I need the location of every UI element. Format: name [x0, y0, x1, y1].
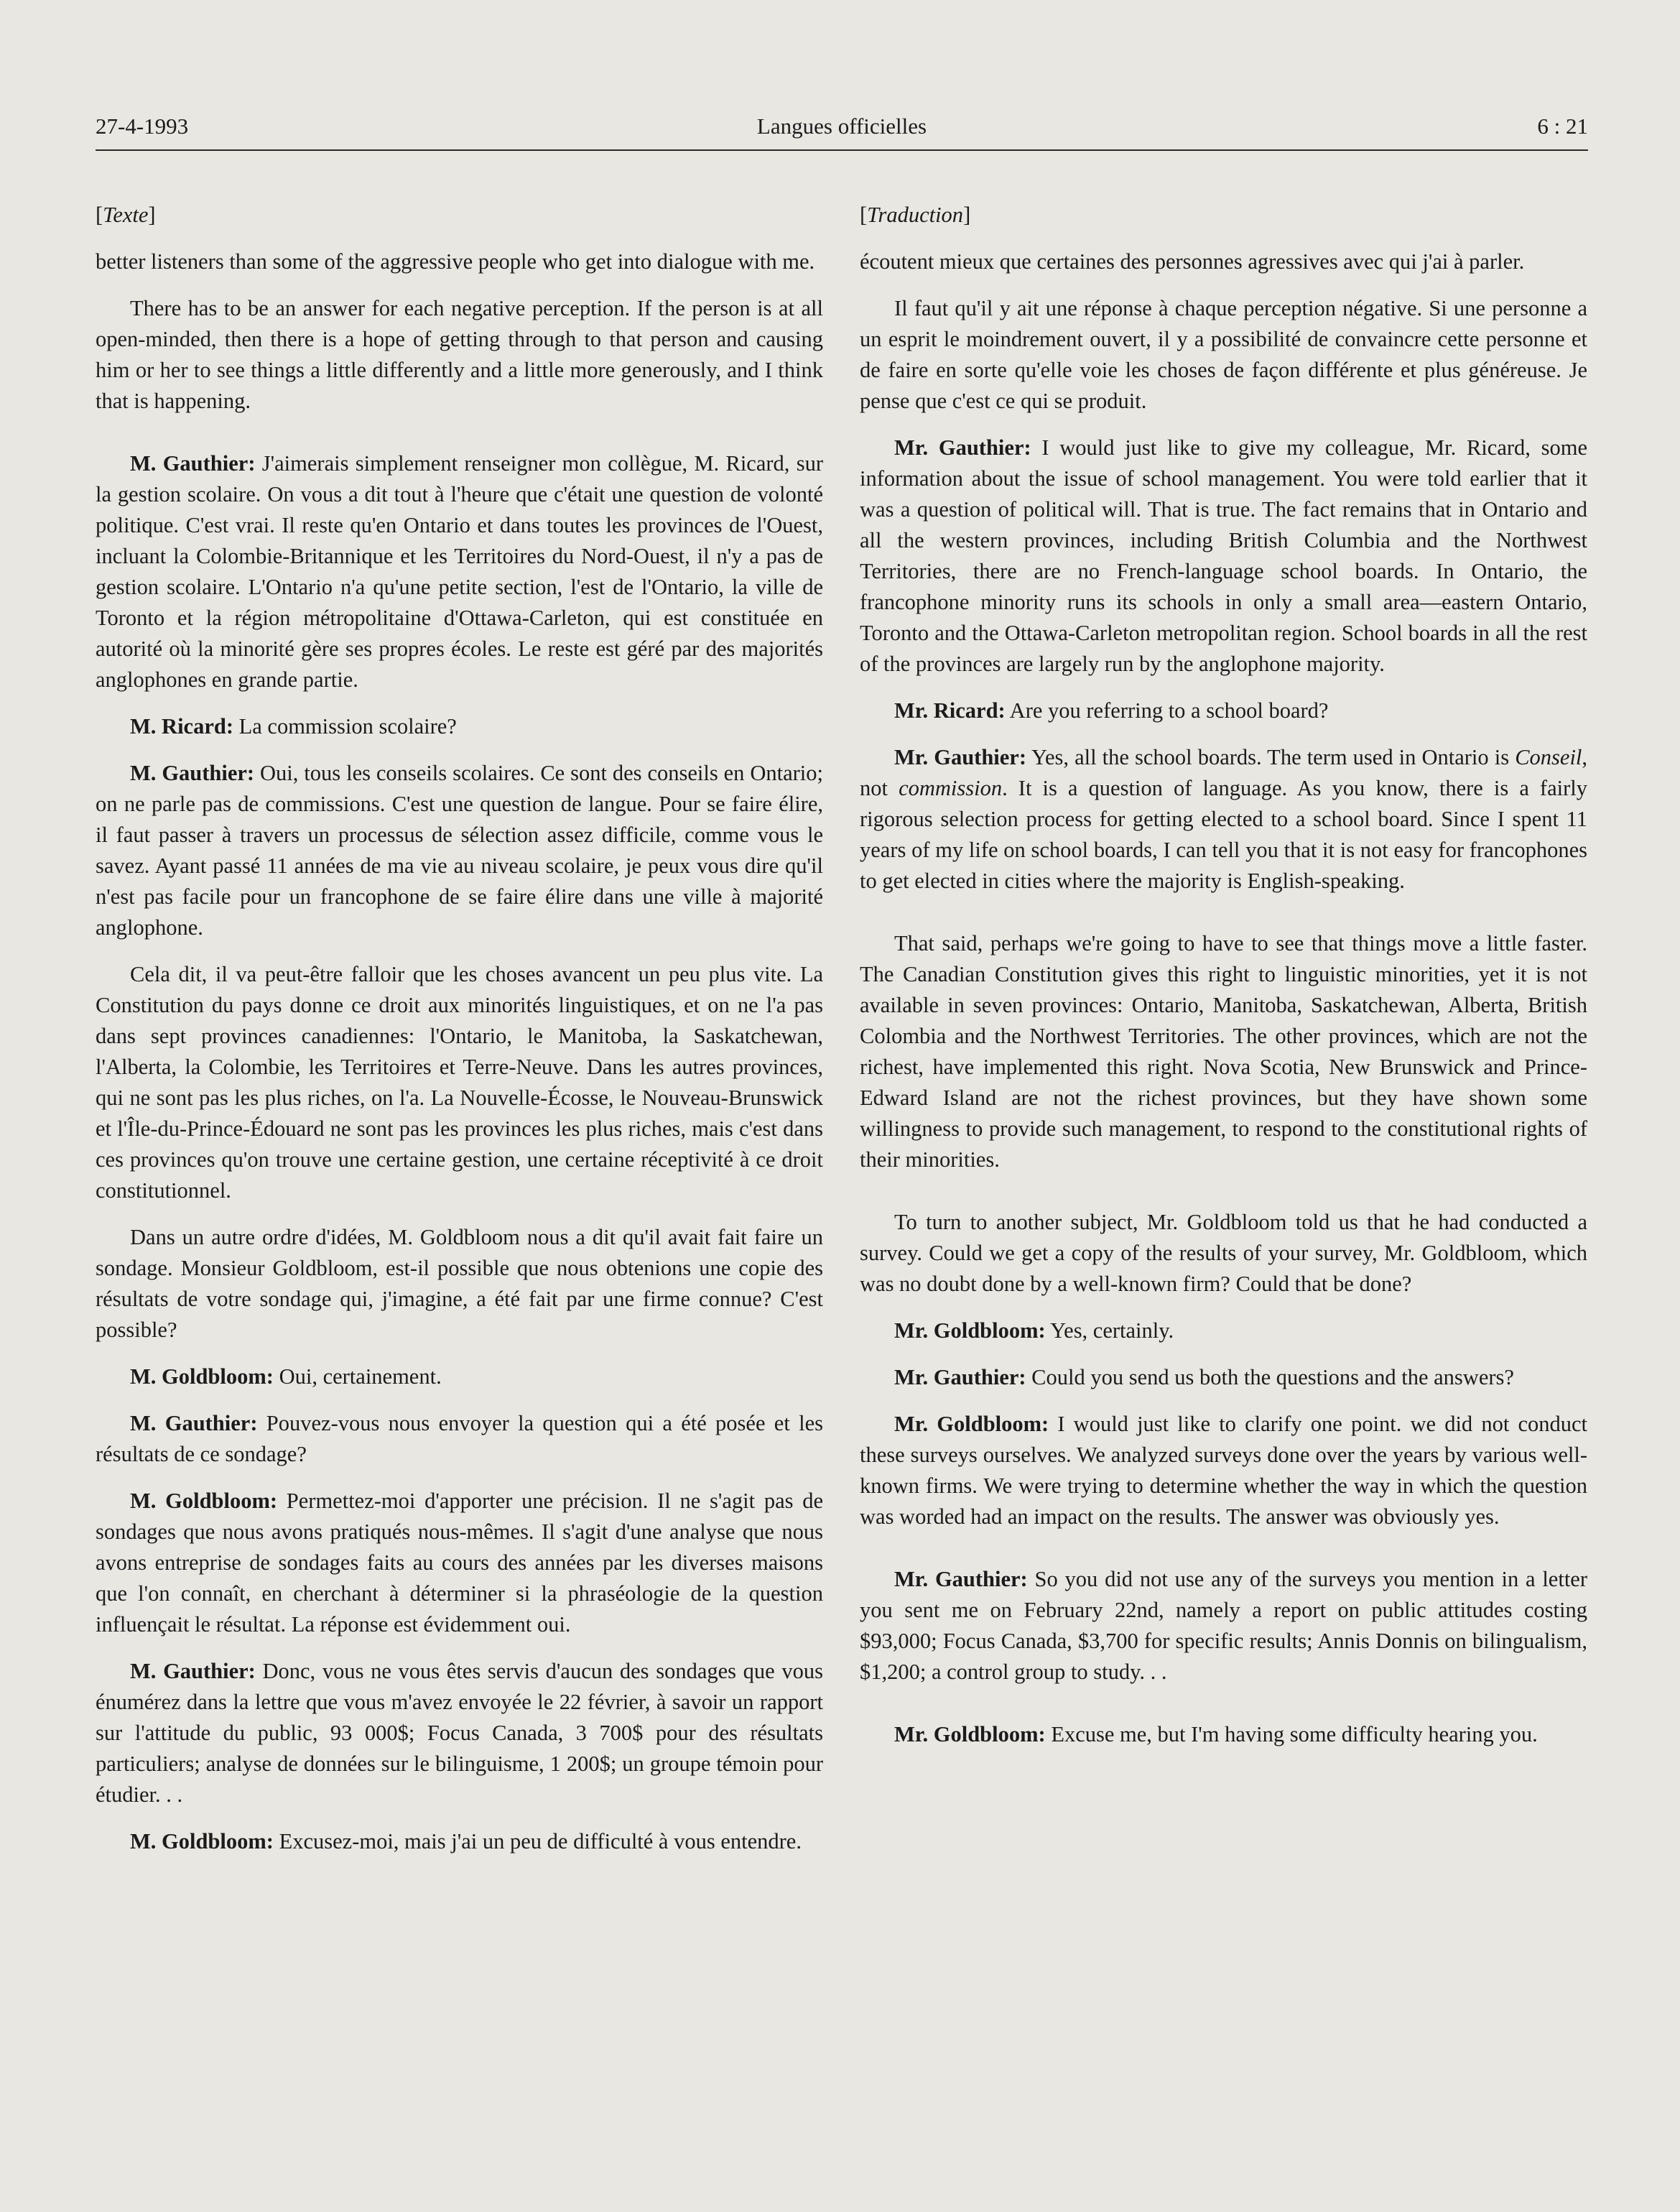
header-date: 27-4-1993 [96, 114, 189, 139]
speaker-name: Mr. Gauthier: [894, 1567, 1028, 1591]
column-english-original [96, 200, 823, 1873]
speech: Mr. Gauthier: I would just like to give my colleague, Mr. Ricard, some information about the issue of school management. You were told earlier that it was a question of political will. That is true. The fact remains that in Ontario and all the western provinces, including British Columbia and the Northwest Territories, there are no French-language school boards. In Ontario, the francophone minority runs its schools in only a small area—eastern Ontario, Toronto and the Ottawa-Carleton metropolitan region. School boards in all the rest of the provinces are largely run by the anglophone majority. [860, 435, 1587, 676]
column-translation [860, 200, 1587, 1766]
paragraph: Dans un autre ordre d'idées, M. Goldbloom nous a dit qu'il avait fait faire un sondage. Monsieur Goldbloom, est-il possible que nous obtenions une copie des résultats de votre sondage qui, j'imagine, a été fait par une firme connue? C'est possible? [96, 1225, 823, 1342]
header-page-number: 6 : 21 [1537, 114, 1588, 139]
header-title: Langues officielles [756, 114, 927, 139]
speech: M. Gauthier: Pouvez-vous nous envoyer la question qui a été posée et les résultats de ce sondage? [96, 1411, 823, 1466]
speaker-name: M. Ricard: [130, 714, 233, 739]
language-tag-traduction: [Traduction] [860, 203, 971, 227]
speech: M. Ricard: La commission scolaire? [130, 714, 457, 739]
speech: Mr. Gauthier: Yes, all the school boards. The term used in Ontario is Conseil, not commission. It is a question of language. As you know, there is a fairly rigorous selection process for getting elected to a school board. Since I spent 11 years of my life on school boards, I can tell you that it is not easy for francophones to get elected in cities where the majority is English-speaking. [860, 745, 1588, 893]
speech: M. Gauthier: Oui, tous les conseils scolaires. Ce sont des conseils en Ontario; on ne parle pas de commissions. C'est une question de langue. Pour se faire élire, il faut passer à travers un processus de sélection assez difficile, comme vous le savez. Ayant passé 11 années de ma vie au niveau scolaire, je peux vous dire qu'il n'est pas facile pour un francophone de se faire élire dans une ville à majorité anglophone. [96, 761, 823, 940]
speaker-name: Mr. Gauthier: [894, 745, 1027, 769]
paragraph: To turn to another subject, Mr. Goldbloom told us that he had conducted a survey. Could we get a copy of the results of your survey, Mr. Goldbloom, which was no doubt done by a well-known firm? Could that be done? [860, 1210, 1587, 1296]
speaker-name: Mr. Goldbloom: [894, 1318, 1046, 1343]
speech: M. Gauthier: J'aimerais simplement renseigner mon collègue, M. Ricard, sur la gestion scolaire. On vous a dit tout à l'heure que c'était une question de volonté politique. C'est vrai. Il reste qu'en Ontario et dans toutes les provinces de l'Ouest, incluant la Colombie-Britannique et les Territoires du Nord-Ouest, il n'y a pas de gestion scolaire. L'Ontario n'a qu'une petite section, l'est de l'Ontario, la ville de Toronto et la région métropolitaine d'Ottawa-Carleton, qui est constituée en autorité où la minorité gère ses propres écoles. Le reste est géré par des majorités anglophones en grande partie. [96, 451, 823, 692]
paragraph: écoutent mieux que certaines des personnes agressives avec qui j'ai à parler. [860, 249, 1525, 274]
speaker-name: M. Gauthier: [130, 1659, 256, 1683]
speaker-name: Mr. Ricard: [894, 698, 1006, 723]
paragraph: That said, perhaps we're going to have to see that things move a little faster. The Canadian Constitution gives this right to linguistic minorities, yet it is not available in seven provinces: Ontario, Manitoba, Saskatchewan, Alberta, British Colombia and the Northwest Territories. The other provinces, which are not the richest, have implemented this right. Nova Scotia, New Brunswick and Prince-Edward Island are not the richest provinces, but they have shown some willingness to provide such management, to respond to the constitutional rights of their minorities. [860, 931, 1587, 1172]
speaker-name: M. Goldbloom: [130, 1829, 274, 1854]
speaker-name: M. Goldbloom: [130, 1489, 278, 1513]
speech: M. Goldbloom: Permettez-moi d'apporter une précision. Il ne s'agit pas de sondages que nous avons pratiqués nous-mêmes. Il s'agit d'une analyse que nous avons entreprise de sondages faits au cours des années par les diverses maisons que l'on connaît, en cherchant à déterminer si la phraséologie de la question influençait le résultat. La réponse est évidemment oui. [96, 1489, 823, 1637]
paragraph: There has to be an answer for each negative perception. If the person is at all open-minded, then there is a hope of getting through to that person and causing him or her to see things a little differently and a little more generously, and I think that is happening. [96, 296, 823, 413]
paragraph: better listeners than some of the aggressive people who get into dialogue with me. [96, 249, 815, 274]
speech: Mr. Goldbloom: I would just like to clarify one point. we did not conduct these surveys ourselves. We analyzed surveys done over the years by various well-known firms. We were trying to determine whether the way in which the question was worded had an impact on the results. The answer was obviously yes. [860, 1412, 1587, 1529]
speaker-name: Mr. Gauthier: [894, 435, 1031, 460]
speech: M. Gauthier: Donc, vous ne vous êtes servis d'aucun des sondages que vous énumérez dans la lettre que vous m'avez envoyée le 22 février, à savoir un rapport sur l'attitude du public, 93 000$; Focus Canada, 3 700$ pour des résultats particuliers; analyse de données sur le bilinguisme, 1 200$; un groupe témoin pour étudier. . . [96, 1659, 823, 1807]
speech: Mr. Ricard: Are you referring to a school board? [894, 698, 1329, 723]
running-header [96, 108, 1588, 151]
speaker-name: M. Gauthier: [130, 761, 255, 785]
speaker-name: Mr. Goldbloom: [894, 1412, 1049, 1436]
language-tag-texte: [Texte] [96, 203, 156, 227]
speaker-name: Mr. Goldbloom: [894, 1722, 1046, 1746]
speech: Mr. Gauthier: So you did not use any of the surveys you mention in a letter you sent me on February 22nd, namely a report on public attitudes costing $93,000; Focus Canada, $3,700 for specific results; Annis Donnis on bilingualism, $1,200; a control group to study. . . [860, 1567, 1587, 1684]
speech: Mr. Gauthier: Could you send us both the questions and the answers? [894, 1365, 1514, 1389]
speech: M. Goldbloom: Excusez-moi, mais j'ai un peu de difficulté à vous entendre. [130, 1829, 802, 1854]
speaker-name: Mr. Gauthier: [894, 1365, 1026, 1389]
paragraph: Il faut qu'il y ait une réponse à chaque perception négative. Si une personne a un esprit le moindrement ouvert, il y a possibilité de convaincre cette personne et de faire en sorte qu'elle voie les choses de façon différente et plus généreuse. Je pense que c'est ce qui se produit. [860, 296, 1587, 413]
speech: M. Goldbloom: Oui, certainement. [130, 1364, 442, 1389]
speech: Mr. Goldbloom: Excuse me, but I'm having some difficulty hearing you. [894, 1722, 1538, 1746]
speaker-name: M. Goldbloom: [130, 1364, 274, 1389]
speech: Mr. Goldbloom: Yes, certainly. [894, 1318, 1174, 1343]
speaker-name: M. Gauthier: [130, 451, 256, 476]
speaker-name: M. Gauthier: [130, 1411, 258, 1435]
paragraph: Cela dit, il va peut-être falloir que les choses avancent un peu plus vite. La Constitution du pays donne ce droit aux minorités linguistiques, et on ne l'a pas dans sept provinces canadiennes: l'Ontario, le Manitoba, la Saskatchewan, l'Alberta, la Colombie, les Territoires et Terre-Neuve. Dans les autres provinces, qui ne sont pas les plus riches, on l'a. La Nouvelle-Écosse, le Nouveau-Brunswick et l'Île-du-Prince-Édouard ne sont pas les provinces les plus riches, mais c'est dans ces provinces qu'on trouve une certaine gestion, une certaine réceptivité à ce droit constitutionnel. [96, 962, 823, 1203]
